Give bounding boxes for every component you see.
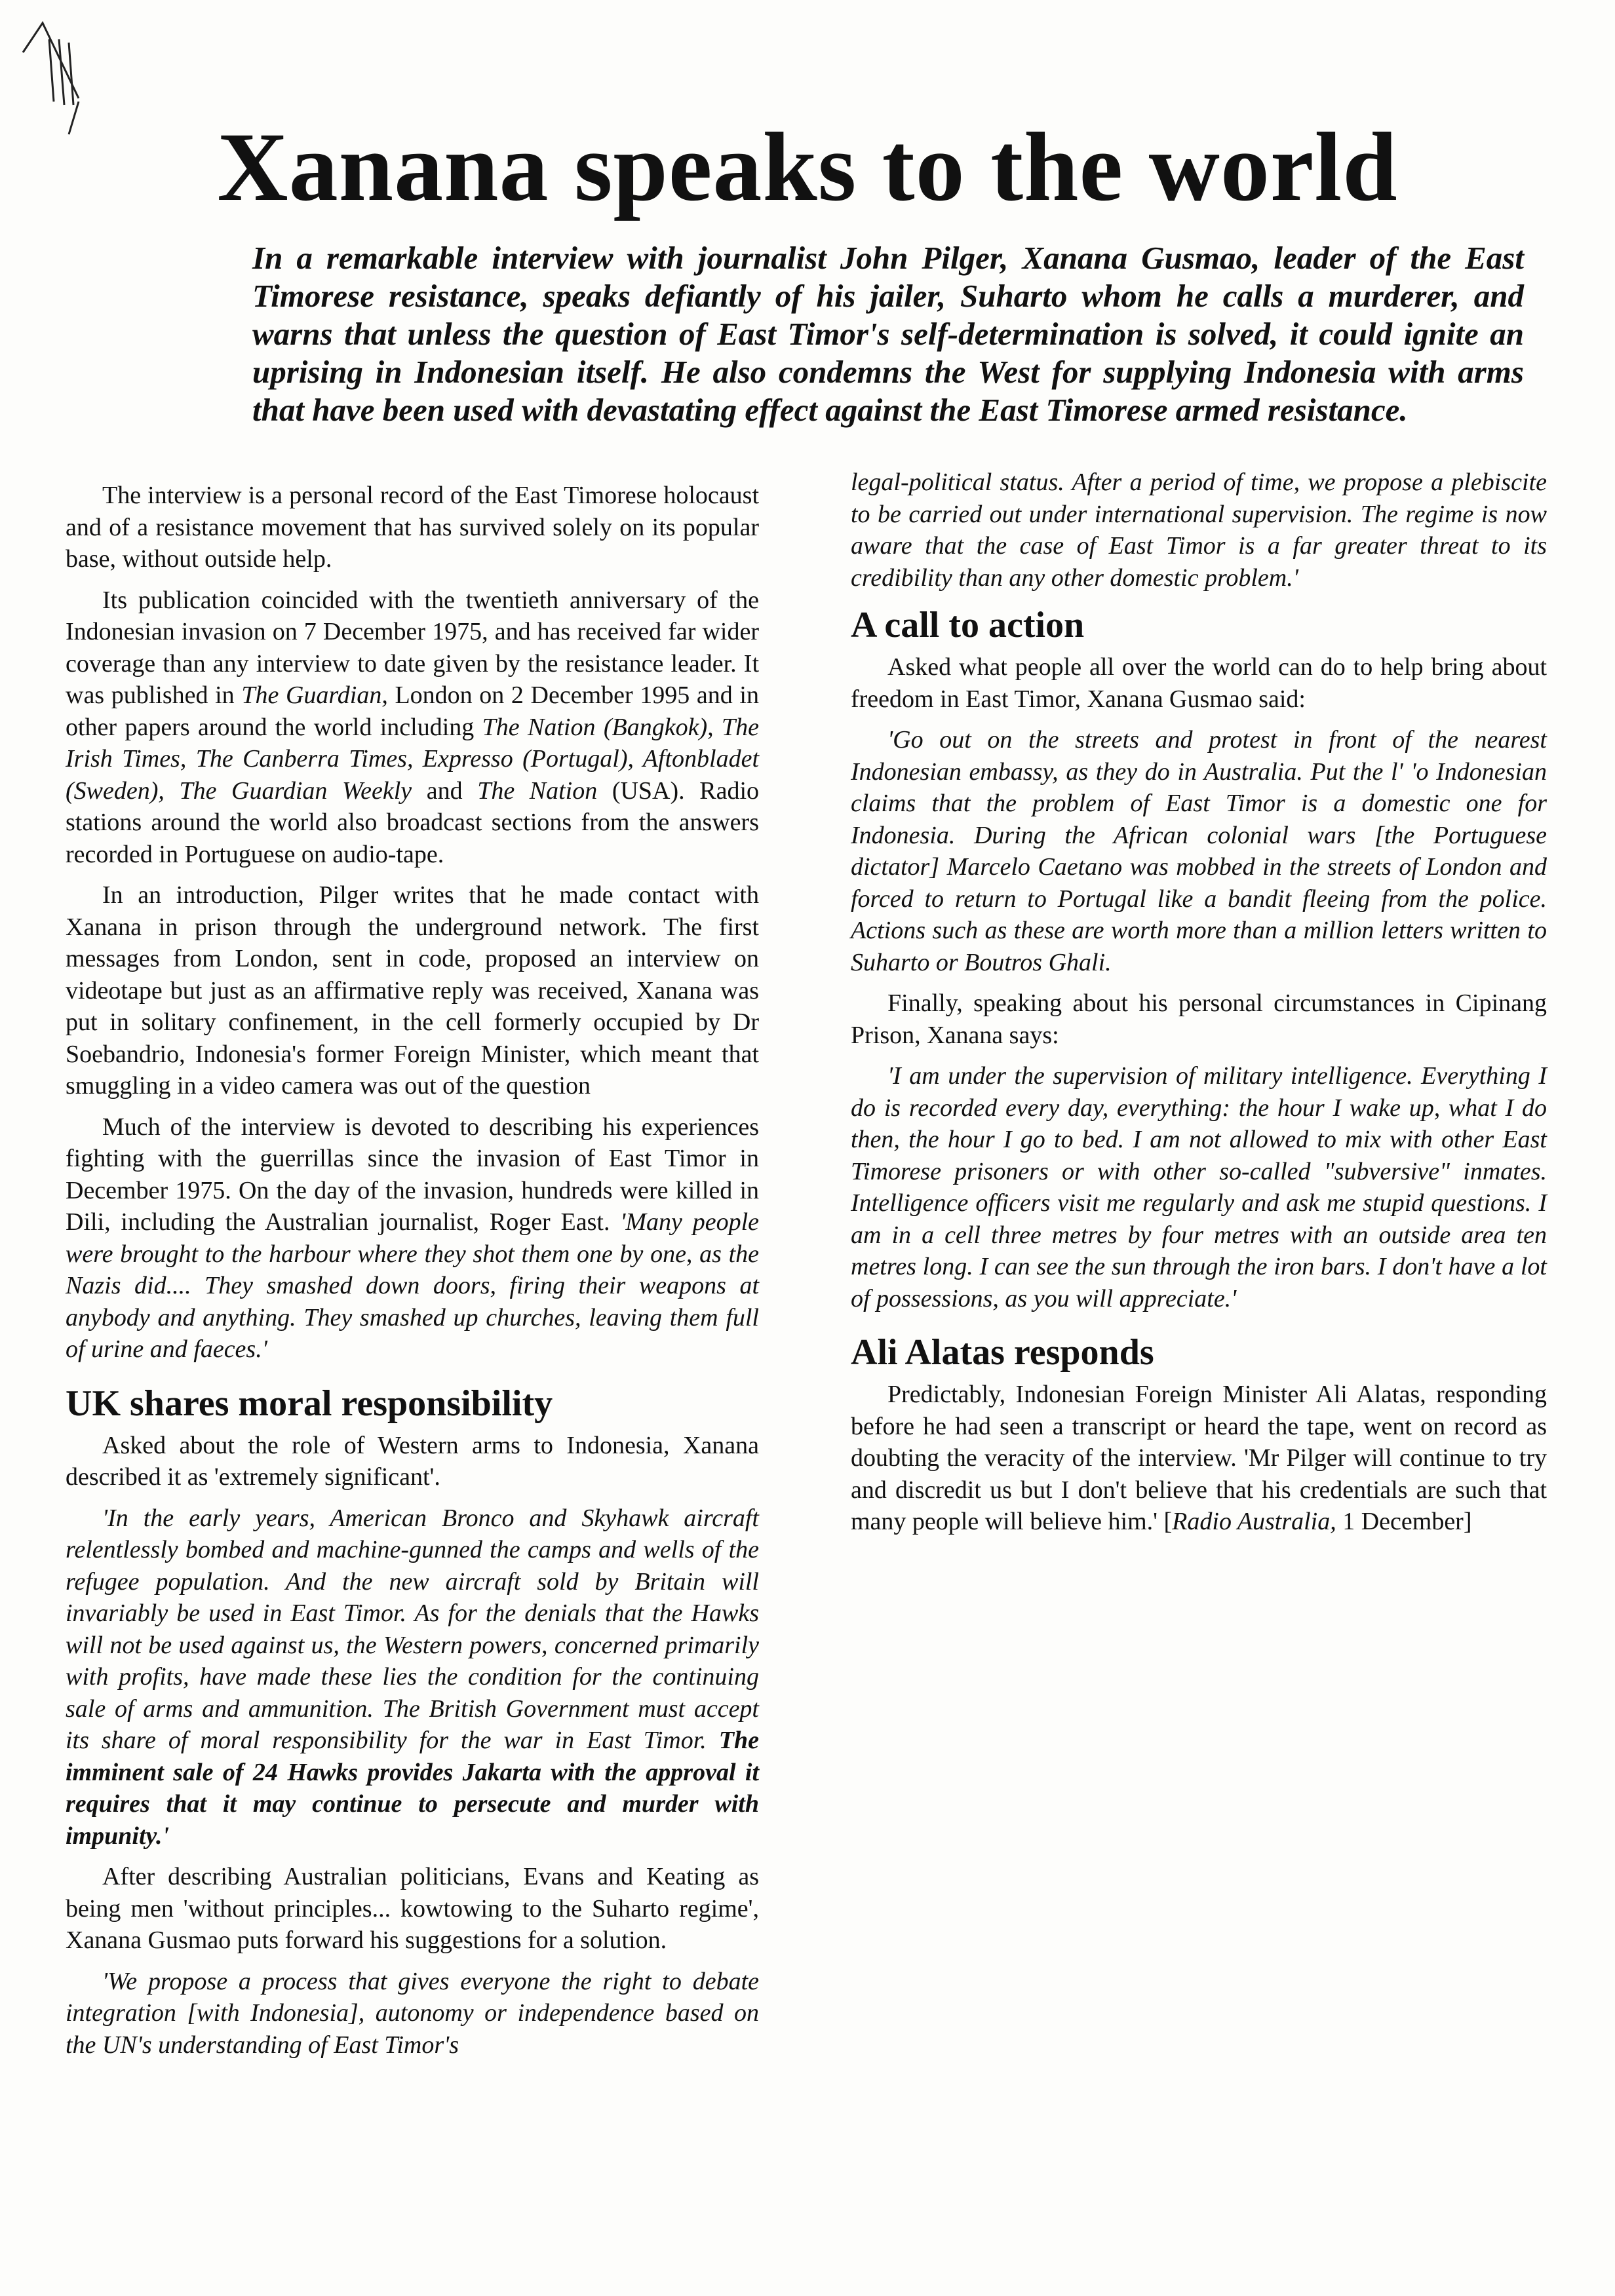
paragraph: Asked what people all over the world can do to help bring about freedom in East Timor, Xanana Gusmao said: [851,653,1547,713]
text-run: London on 2 December 1995 and in other papers around the world including [66,681,759,741]
section-heading: UK shares moral responsibility [66,1383,553,1424]
text-run: Its publication coincided with the twentieth anniversary of the Indonesian invasion on 7 December 1975, and has received far wider coverage than any interview to date given by the resistance leader. It was published in [66,586,759,709]
publication-list: The Nation (Bangkok), The Irish Times, The Canberra Times, Expresso (Portugal), Aftonbladet (Sweden), The Guardian Weekly [66,713,760,805]
text-run: (USA). Radio stations around the world also broadcast sections from the answers recorded in Portuguese on audio-tape. [66,776,759,868]
text-run: Much of the interview is devoted to describing his experiences fighting with the guerrillas since the invasion of East Timor in December 1975. On the day of the invasion, hundreds were killed in Dili, including the Australian journalist, Roger East. [66,1113,759,1236]
right-column [851,467,1547,1547]
text-run: 1 December] [1336,1508,1472,1535]
paragraph: The interview is a personal record of the East Timorese holocaust and of a resistance movement that has survived solely on its popular base, without outside help. [66,482,759,573]
paragraph: After describing Australian politicians, Evans and Keating as being men 'without principles... kowtowing to the Suharto regime', Xanana Gusmao puts forward his suggestions for a solution. [66,1863,759,1954]
publication-name: The Nation [477,776,598,805]
paragraph: Finally, speaking about his personal circumstances in Cipinang Prison, Xanana says: [851,989,1547,1049]
paragraph [851,1379,1547,1538]
quote-paragraph: 'We propose a process that gives everyone the right to debate integration [with Indonesia], autonomy or independence based on the UN's understanding of East Timor's [66,1967,759,2059]
quote-paragraph: 'I am under the supervision of military intelligence. Everything I do is recorded every day, everything: the hour I wake up, what I do then, the hour I go to bed. I am not allowed to mix with other East Timorese prisoners or with other so-called "subversive" inmates. Intelligence officers visit me regularly and ask me stupid questions. I am in a cell three metres by four metres with an outside area ten metres long. I can see the sun through the iron bars. I don't have a lot of possessions, as you will appreciate.' [851,1062,1547,1312]
section-heading: Ali Alatas responds [851,1332,1154,1373]
left-column [66,480,759,2070]
standfirst: In a remarkable interview with journalist John Pilger, Xanana Gusmao, leader of the East Timorese resistance, speaks defiantly of his jailer, Suharto whom he calls a murderer, and warns that unless the question of East Timor's self-determination is solved, it could ignite an uprising in Indonesian itself. He also condemns the West for supplying Indonesia with arms that have been used with devastating effect against the East Timorese armed resistance. [252,240,1524,428]
emphasis-run: The imminent sale of 24 Hawks provides Jakarta with the approval it requires that it may continue to persecute and murder with impunity.' [66,1727,759,1850]
quote-paragraph [66,1502,759,1852]
section-heading: A call to action [851,605,1085,645]
quote-run: 'In the early years, American Bronco and Skyhawk aircraft relentlessly bombed and machine-gunned the camps and wells of the refugee population. And the new aircraft sold by Britain will invariably be used in East Timor. As for the denials that the Hawks will not be used against us, the Western powers, concerned primarily with profits, have made these lies the condition for the continuing sale of arms and ammunition. The British Government must accept its share of moral responsibility for the war in East Timor. [66,1504,759,1754]
paragraph [66,584,759,871]
publication-name: The Guardian, [241,681,388,709]
headline: Xanana speaks to the world [217,113,1398,221]
text-run: Predictably, Indonesian Foreign Minister Ali Alatas, responding before he had seen a transcript or heard the tape, went on record as doubting the veracity of the interview. 'Mr Pilger will continue to try and discredit us but I don't believe that his credentials are such that many people will believe him.' [ [851,1381,1547,1535]
paragraph: Asked about the role of Western arms to Indonesia, Xanana described it as 'extremely significant'. [66,1431,759,1491]
text-run: and [412,776,478,805]
quote-paragraph: 'Go out on the streets and protest in front of the nearest Indonesian embassy, as they do in Australia. Put the l' 'o Indonesian claims that the problem of East Timor is a domestic one for Indonesia. During the African colonial wars [the Portuguese dictator] Marcelo Caetano was mobbed in the streets of London and forced to return to Portugal like a bandit fleeing from the police. Actions such as these are worth more than a million letters written to Suharto or Boutros Ghali. [851,726,1547,976]
paragraph: In an introduction, Pilger writes that he made contact with Xanana in prison through the underground network. The first messages from London, sent in code, proposed an interview on videotape but just as an affirmative reply was received, Xanana was put in solitary confinement, in the cell formerly occupied by Dr Soebandrio, Indonesia's former Foreign Minister, which meant that smuggling in a video camera was out of the question [66,881,759,1100]
quote-paragraph: legal-political status. After a period of time, we propose a plebiscite to be carried out under international supervision. The regime is now aware that the case of East Timor is a far greater threat to its credibility than any other domestic problem.' [851,469,1547,592]
source-name: Radio Australia, [1172,1508,1336,1535]
paragraph [66,1111,759,1366]
quote-run: 'Many people were brought to the harbour where they shot them one by one, as the Nazis did.... They smashed down doors, firing their weapons at anybody and anything. They smashed up churches, leaving them full of urine and faeces.' [66,1208,759,1363]
